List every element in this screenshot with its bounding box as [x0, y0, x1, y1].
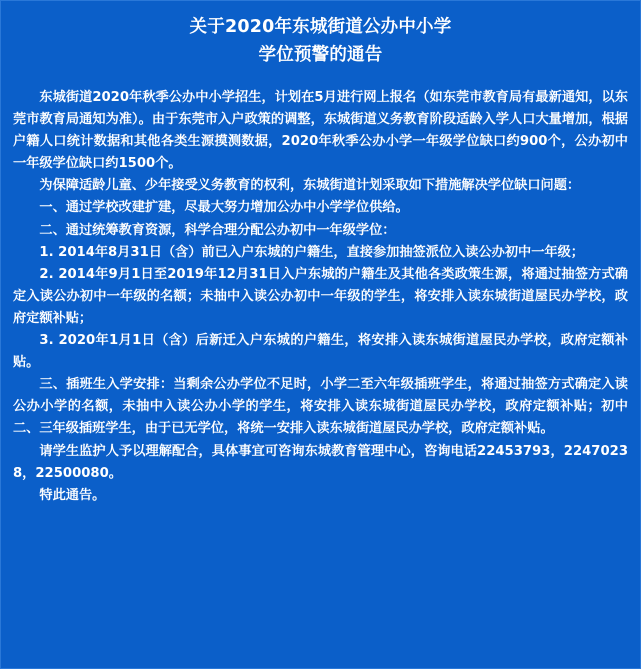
- paragraph-measure-2: 二、通过统筹教育资源，科学合理分配公办初中一年级学位：: [39, 222, 396, 238]
- title-line-2: 学位预警的通告: [258, 45, 383, 65]
- paragraph-measure-1: 一、通过学校改建扩建，尽最大努力增加公办中小学学位供给。: [39, 200, 409, 216]
- title-line-1: 关于2020年东城街道公办中小学: [189, 17, 452, 37]
- notice-title: [13, 13, 628, 69]
- notice-body: [13, 87, 628, 507]
- paragraph-intro: 东城街道2020年秋季公办中小学招生，计划在5月进行网上报名（如东莞市教育局有最新通知，以东莞市教育局通知为准）。由于东莞市入户政策的调整，东城街道义务教育阶段适龄入学人口大量增加，根据户籍人口统计数据和其他各类生源摸测数据，2020年秋季公办小学一年级学位缺口约900个，公办初中一年级学位缺口约1500个。: [13, 90, 628, 172]
- paragraph-closing: 特此通告。: [39, 487, 106, 503]
- paragraph-measure-2-item-3: 3. 2020年1月1日（含）后新迁入户东城的户籍生，将安排入读东城街道屋民办学校，政府定额补贴。: [13, 333, 628, 371]
- paragraph-measure-3: 三、插班生入学安排：当剩余公办学位不足时，小学二至六年级插班学生，将通过抽签方式确定入读公办小学的名额，未抽中入读公办小学的学生，将安排入读东城街道屋民办学校，政府定额补贴；初中二、三年级插班学生，由于已无学位，将统一安排入读东城街道屋民办学校，政府定额补贴。: [13, 377, 628, 437]
- paragraph-measures-lead: 为保障适龄儿童、少年接受义务教育的权利，东城街道计划采取如下措施解决学位缺口问题：: [39, 178, 581, 194]
- paragraph-measure-2-item-2: 2. 2014年9月1日至2019年12月31日入户东城的户籍生及其他各类政策生源，将通过抽签方式确定入读公办初中一年级的名额；未抽中入读公办初中一年级的学生，将安排入读东城街道屋民办学校，政府定额补贴；: [13, 266, 628, 326]
- paragraph-measure-2-item-1: 1. 2014年8月31日（含）前已入户东城的户籍生，直接参加抽签派位入读公办初中一年级；: [39, 244, 584, 260]
- paragraph-contact: 请学生监护人予以理解配合，具体事宜可咨询东城教育管理中心，咨询电话22453793，22470238，22500080。: [13, 443, 628, 481]
